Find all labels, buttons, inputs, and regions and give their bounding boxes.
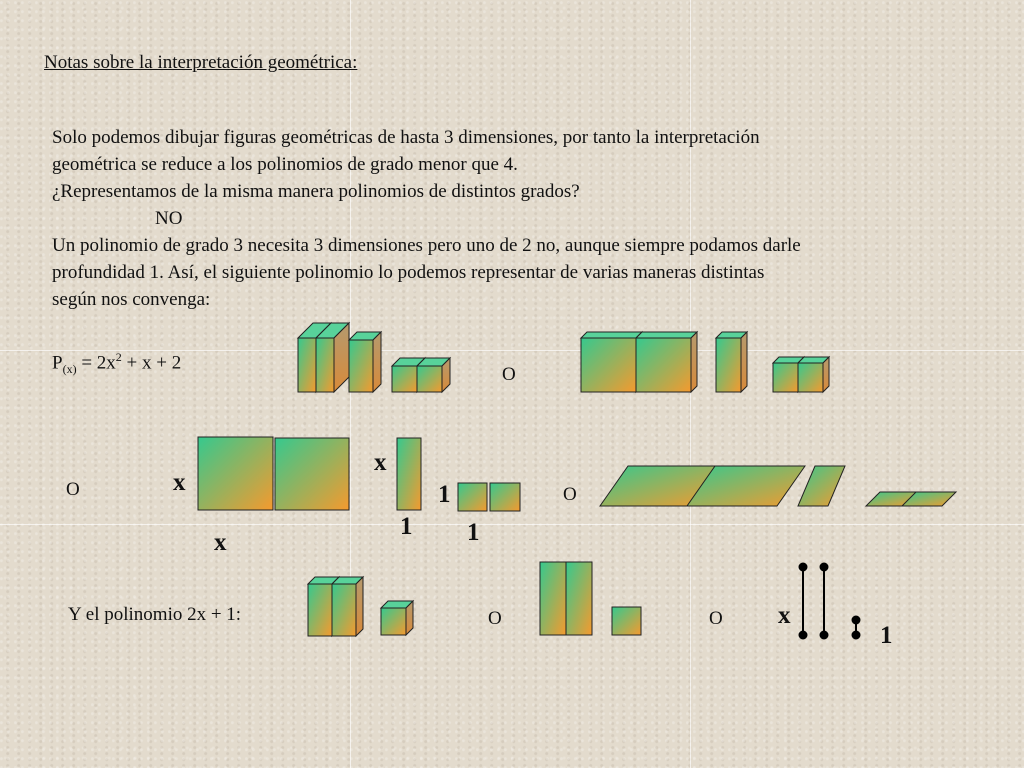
label-one: 1	[880, 622, 893, 649]
answer-no: NO	[155, 208, 183, 229]
slab-x-side	[741, 332, 747, 392]
label-one: 1	[400, 513, 413, 540]
paragraph-line: Solo podemos dibujar figuras geométricas de hasta 3 dimensiones, por tanto la interpretación	[52, 127, 760, 148]
rect-2x-a	[540, 562, 566, 635]
segment-unit-endpoint	[853, 632, 860, 639]
slab-x2-a-top	[581, 332, 642, 338]
or-label: O	[502, 364, 516, 385]
segment-x-a-endpoint	[800, 564, 807, 571]
label-x: x	[173, 469, 186, 496]
prism-2x-b-side	[356, 577, 363, 636]
cube-x2-b-front	[316, 338, 334, 392]
poly-sub: (x)	[62, 362, 77, 377]
prism-unit-front	[381, 608, 406, 635]
poly-rest: + x + 2	[121, 352, 182, 374]
paragraph-line: ¿Representamos de la misma manera polinomios de distintos grados?	[52, 181, 580, 202]
or-label: O	[709, 608, 723, 629]
poly-eq: = 2x	[76, 352, 116, 374]
poly-p: P	[52, 352, 63, 374]
unit-square-a	[458, 483, 487, 511]
unit-square-b	[490, 483, 520, 511]
prism-x-side	[373, 332, 381, 392]
unit-slab-b-front	[798, 363, 823, 392]
slab-x-front	[716, 338, 741, 392]
rect-x	[397, 438, 421, 510]
segment-x-b-endpoint	[821, 564, 828, 571]
prism-x-front	[349, 340, 373, 392]
unit-cube-a-front	[392, 366, 417, 392]
segment-x-b-endpoint	[821, 632, 828, 639]
slab-x2-b-side	[691, 332, 697, 392]
segment-x-a-endpoint	[800, 632, 807, 639]
prism-2x-b-front	[332, 584, 356, 636]
para-x	[798, 466, 845, 506]
slab-x2-b-front	[636, 338, 691, 392]
unit-cube-b-front	[417, 366, 442, 392]
paragraph-line: Un polinomio de grado 3 necesita 3 dimensiones pero uno de 2 no, aunque siempre podamos darle	[52, 235, 801, 256]
second-polynomial: Y el polinomio 2x + 1:	[68, 604, 242, 625]
rect-unit	[612, 607, 641, 635]
unit-slab-a-front	[773, 363, 798, 392]
slide-title: Notas sobre la interpretación geométrica:	[44, 52, 358, 73]
cube-x2-a-front	[298, 338, 316, 392]
rect-2x-b	[566, 562, 592, 635]
label-one: 1	[438, 481, 451, 508]
or-label: O	[488, 608, 502, 629]
slab-x2-b-top	[636, 332, 697, 338]
square-x2-a	[198, 437, 273, 510]
square-x2-b	[275, 438, 349, 510]
label-x: x	[214, 529, 227, 556]
or-label: O	[66, 479, 80, 500]
prism-2x-a-front	[308, 584, 332, 636]
label-x: x	[374, 449, 387, 476]
unit-slab-b-side	[823, 357, 829, 392]
paragraph-line: geométrica se reduce a los polinomios de grado menor que 4.	[52, 154, 518, 175]
paragraph-line: profundidad 1. Así, el siguiente polinomio lo podemos representar de varias maneras distintas	[52, 262, 765, 283]
paragraph-line: según nos convenga:	[52, 289, 211, 310]
segment-unit-endpoint	[853, 617, 860, 624]
label-x: x	[778, 602, 791, 629]
slab-x2-a-front	[581, 338, 636, 392]
label-one: 1	[467, 519, 480, 546]
or-label: O	[563, 484, 577, 505]
poly-sup: 2	[115, 350, 122, 364]
